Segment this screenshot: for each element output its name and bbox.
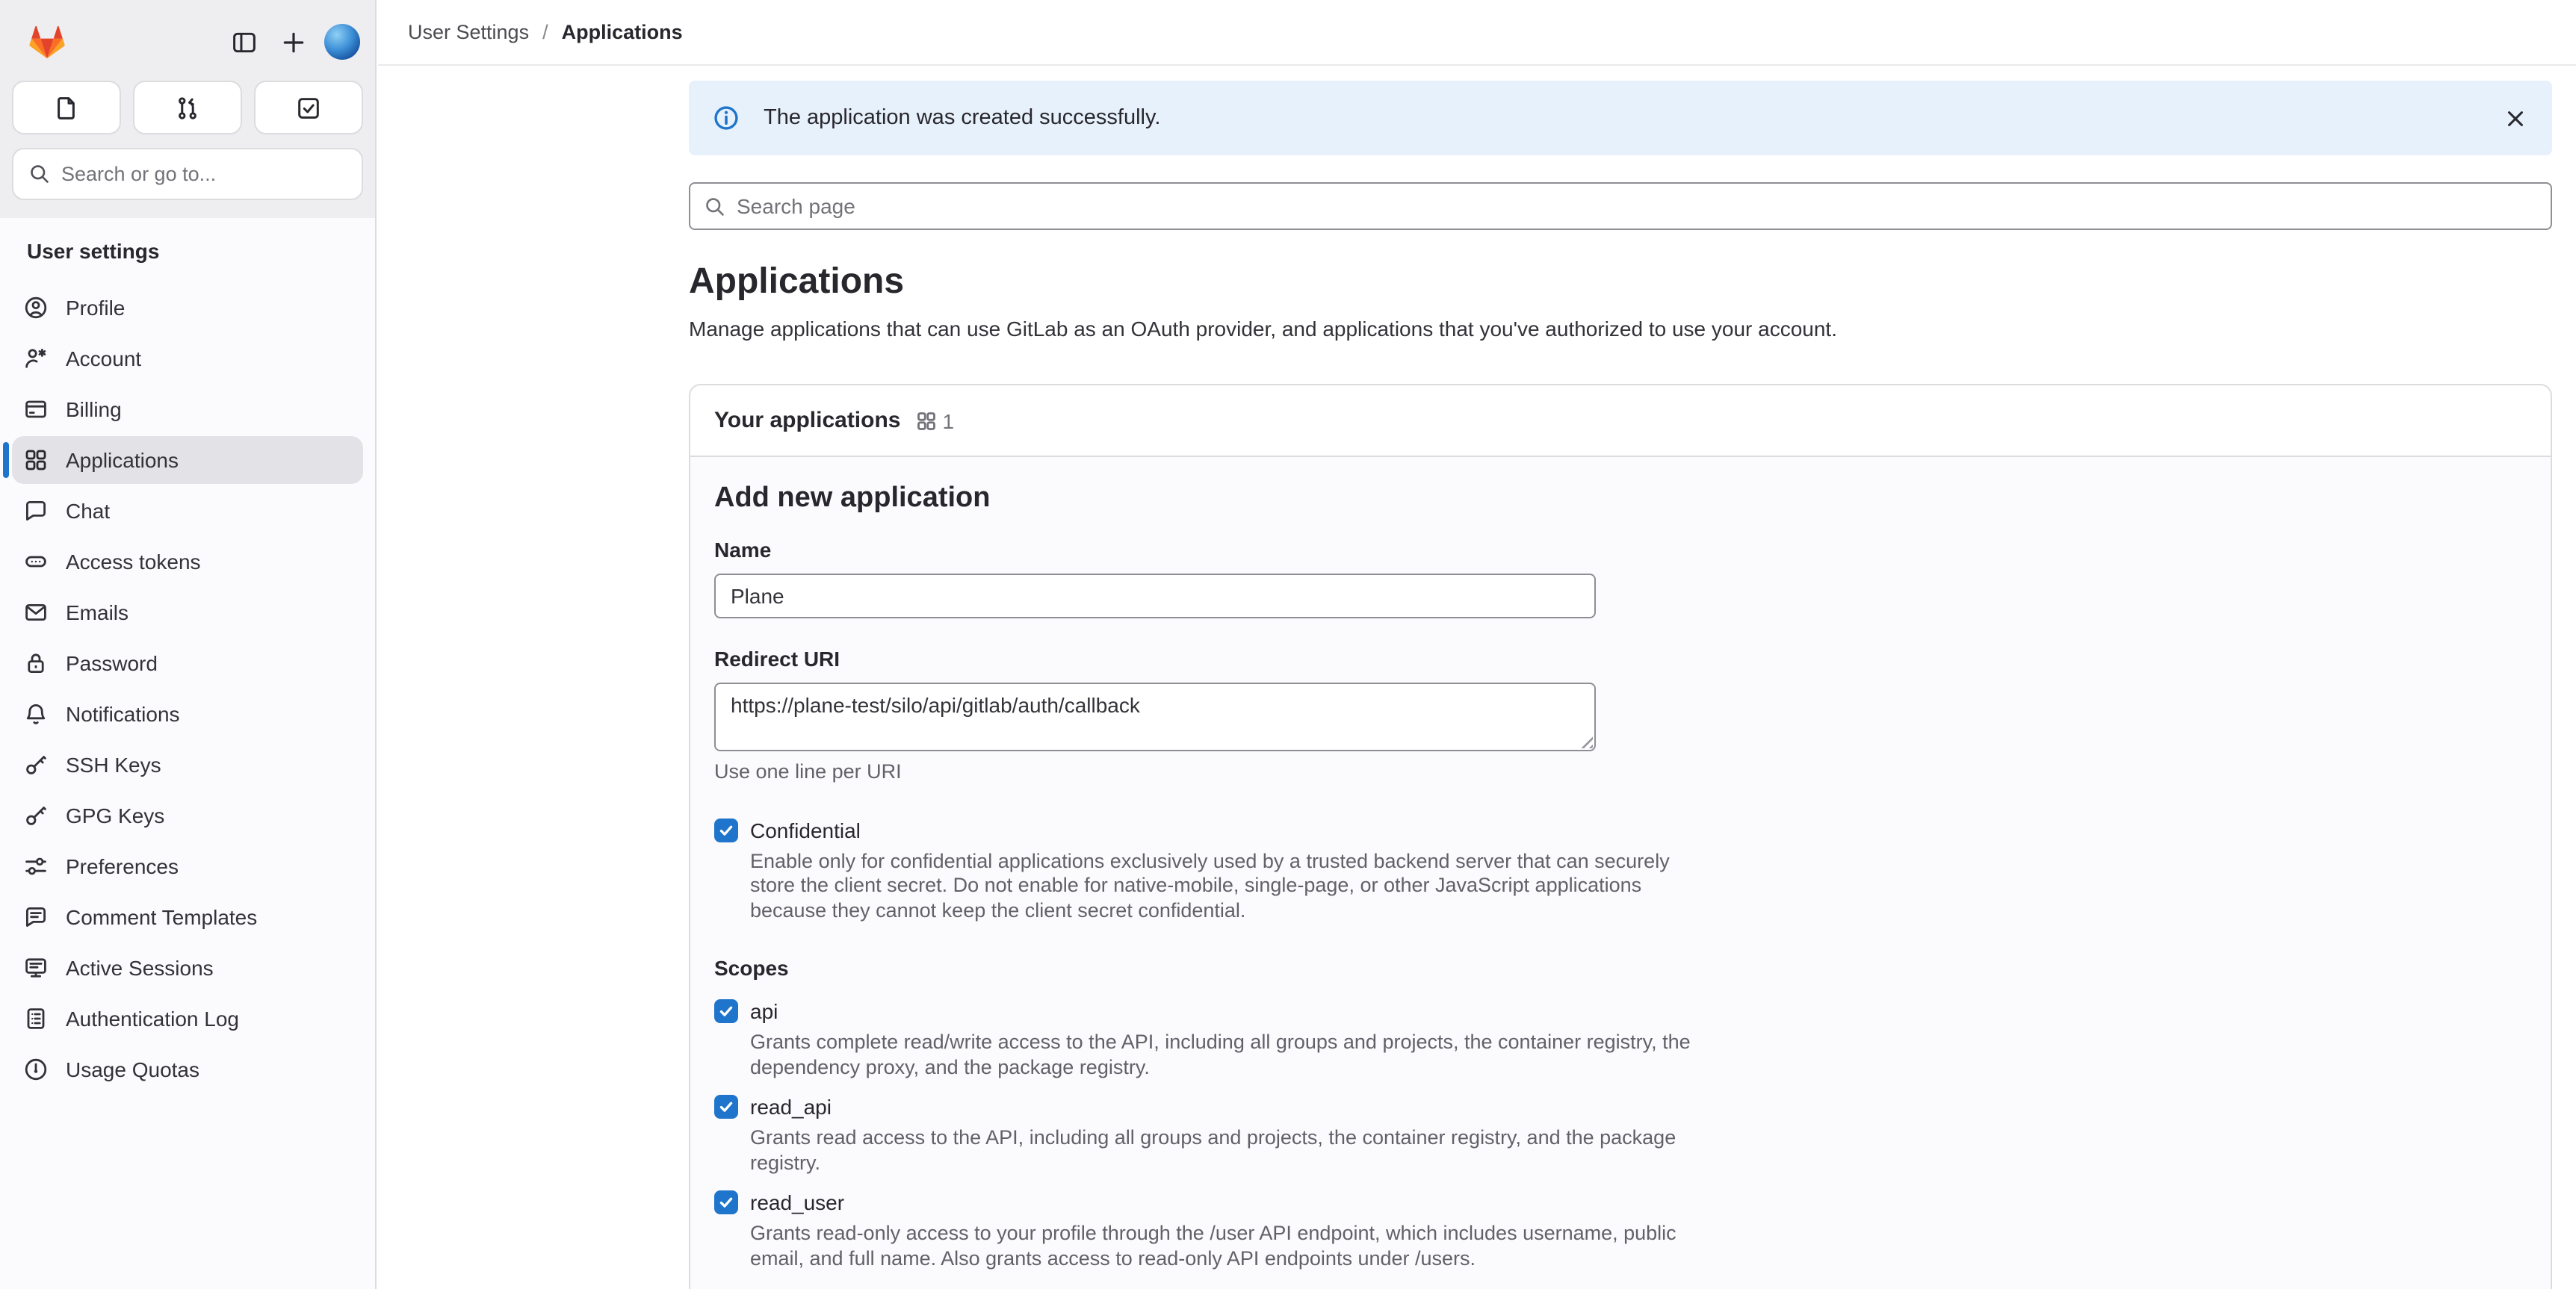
confidential-checkbox[interactable]	[714, 818, 738, 842]
issues-icon	[54, 95, 79, 120]
authentication-log-icon	[24, 1007, 48, 1031]
applications-icon	[916, 410, 937, 431]
scopes-label: Scopes	[714, 956, 789, 980]
sidebar-item-usage-quotas[interactable]: Usage Quotas	[12, 1046, 363, 1093]
sidebar-item-preferences[interactable]: Preferences	[12, 842, 363, 890]
check-icon	[717, 821, 735, 839]
sidebar-item-billing[interactable]: Billing	[12, 385, 363, 433]
account-icon	[24, 347, 48, 370]
merge-requests-button[interactable]	[133, 81, 242, 134]
sidebar-item-comment-templates[interactable]: Comment Templates	[12, 893, 363, 941]
emails-icon	[24, 600, 48, 624]
sidebar-item-gpg-keys[interactable]: GPG Keys	[12, 792, 363, 839]
info-alert	[689, 81, 2552, 155]
main-area	[378, 0, 2576, 1289]
key-icon	[24, 804, 48, 827]
scope-read-user-label[interactable]: read_user	[750, 1190, 845, 1214]
redirect-uri-label: Redirect URI	[714, 647, 840, 671]
sidebar-item-active-sessions[interactable]: Active Sessions	[12, 944, 363, 992]
profile-icon	[24, 296, 48, 320]
user-avatar[interactable]	[324, 24, 360, 60]
scope-read-user-row	[714, 1190, 2527, 1214]
billing-icon	[24, 397, 48, 421]
search-or-go-to[interactable]	[12, 148, 363, 200]
scope-read-user-description: Grants read-only access to your profile through the /user API endpoint, which includes username, public email, and full name. Also grants access to read-only API endpoints under /users.	[750, 1222, 1676, 1269]
assigned-issues-button[interactable]	[12, 81, 121, 134]
breadcrumb-user-settings[interactable]: User Settings	[408, 21, 530, 43]
preferences-icon	[24, 854, 48, 878]
breadcrumb	[408, 21, 683, 43]
breadcrumb-applications: Applications	[561, 21, 683, 43]
scope-api-label[interactable]: api	[750, 999, 778, 1023]
sidebar-section-title: User settings	[27, 239, 160, 263]
applications-icon	[24, 448, 48, 472]
scope-api-row	[714, 999, 2527, 1023]
comment-templates-icon	[24, 905, 48, 929]
scope-api-description: Grants complete read/write access to the API, including all groups and projects, the container registry, the dependency proxy, and the package registry.	[750, 1031, 1691, 1078]
your-applications-card	[689, 384, 2552, 1289]
applications-count	[916, 409, 955, 432]
sidebar-header	[0, 0, 375, 218]
name-field[interactable]	[714, 574, 1596, 618]
gitlab-logo-icon[interactable]	[27, 22, 67, 62]
super-sidebar	[0, 0, 377, 1289]
create-new-button[interactable]	[273, 22, 312, 61]
scope-read-api-row	[714, 1095, 2527, 1119]
alert-message: The application was created successfully.	[764, 106, 1161, 130]
sidebar-item-access-tokens[interactable]: Access tokens	[12, 538, 363, 586]
confidential-row	[714, 818, 2527, 842]
chat-icon	[24, 499, 48, 523]
active-sessions-icon	[24, 956, 48, 980]
key-icon	[24, 753, 48, 777]
sidebar-panel-icon	[231, 29, 256, 55]
sidebar-item-applications[interactable]: Applications	[12, 436, 363, 484]
page-title: Applications	[689, 261, 905, 302]
form-heading: Add new application	[714, 482, 991, 514]
todo-icon	[296, 95, 321, 120]
sidebar-item-profile[interactable]: Profile	[12, 284, 363, 332]
page-content	[378, 66, 2576, 1289]
confidential-label[interactable]: Confidential	[750, 818, 861, 842]
scope-api-checkbox[interactable]	[714, 999, 738, 1023]
sidebar-menu	[0, 218, 375, 1093]
applications-count-value: 1	[942, 409, 955, 432]
information-icon	[713, 105, 740, 131]
sidebar-item-account[interactable]: Account	[12, 335, 363, 382]
notifications-icon	[24, 702, 48, 726]
scope-read-api-checkbox[interactable]	[714, 1095, 738, 1119]
sidebar-item-ssh-keys[interactable]: SSH Keys	[12, 741, 363, 789]
page-description: Manage applications that can use GitLab as an OAuth provider, and applications that you've authorized to use your account.	[689, 317, 1837, 341]
name-label: Name	[714, 538, 772, 562]
sidebar-toggle-button[interactable]	[224, 22, 263, 61]
page-search-box	[689, 182, 2552, 230]
usage-quotas-icon	[24, 1057, 48, 1081]
card-header	[690, 385, 2551, 457]
scope-read-user-checkbox[interactable]	[714, 1190, 738, 1214]
redirect-uri-field[interactable]	[714, 683, 1596, 751]
search-icon	[704, 195, 726, 217]
card-title: Your applications	[714, 408, 901, 433]
sidebar-item-chat[interactable]: Chat	[12, 487, 363, 535]
search-icon	[28, 163, 51, 185]
redirect-uri-wrapper	[714, 683, 1596, 751]
check-icon	[717, 1098, 735, 1116]
plus-icon	[280, 29, 306, 55]
close-icon	[2504, 107, 2526, 129]
sidebar-item-authentication-log[interactable]: Authentication Log	[12, 995, 363, 1043]
sidebar-item-notifications[interactable]: Notifications	[12, 690, 363, 738]
todo-list-button[interactable]	[254, 81, 363, 134]
confidential-description: Enable only for confidential applications exclusively used by a trusted backend server that can securely store the client secret. Do not enable for native-mobile, single-page, or other JavaScript applications because they cannot keep the client secret confidential.	[750, 849, 1670, 921]
sidebar-search-placeholder: Search or go to...	[61, 163, 217, 185]
scope-read-api-description: Grants read access to the API, including all groups and projects, the container registry, and the package registry.	[750, 1126, 1676, 1173]
access-tokens-icon	[24, 550, 48, 574]
sidebar-item-emails[interactable]: Emails	[12, 588, 363, 636]
password-icon	[24, 651, 48, 675]
redirect-uri-help: Use one line per URI	[714, 760, 902, 783]
check-icon	[717, 1193, 735, 1211]
sidebar-item-password[interactable]: Password	[12, 639, 363, 687]
scope-read-api-label[interactable]: read_api	[750, 1095, 832, 1119]
add-application-form	[690, 457, 2551, 1289]
check-icon	[717, 1002, 735, 1020]
alert-close-button[interactable]	[2498, 102, 2531, 134]
merge-request-icon	[175, 95, 200, 120]
breadcrumb-separator: /	[542, 21, 548, 43]
page-search-input[interactable]	[737, 194, 2537, 218]
top-bar	[378, 0, 2576, 66]
